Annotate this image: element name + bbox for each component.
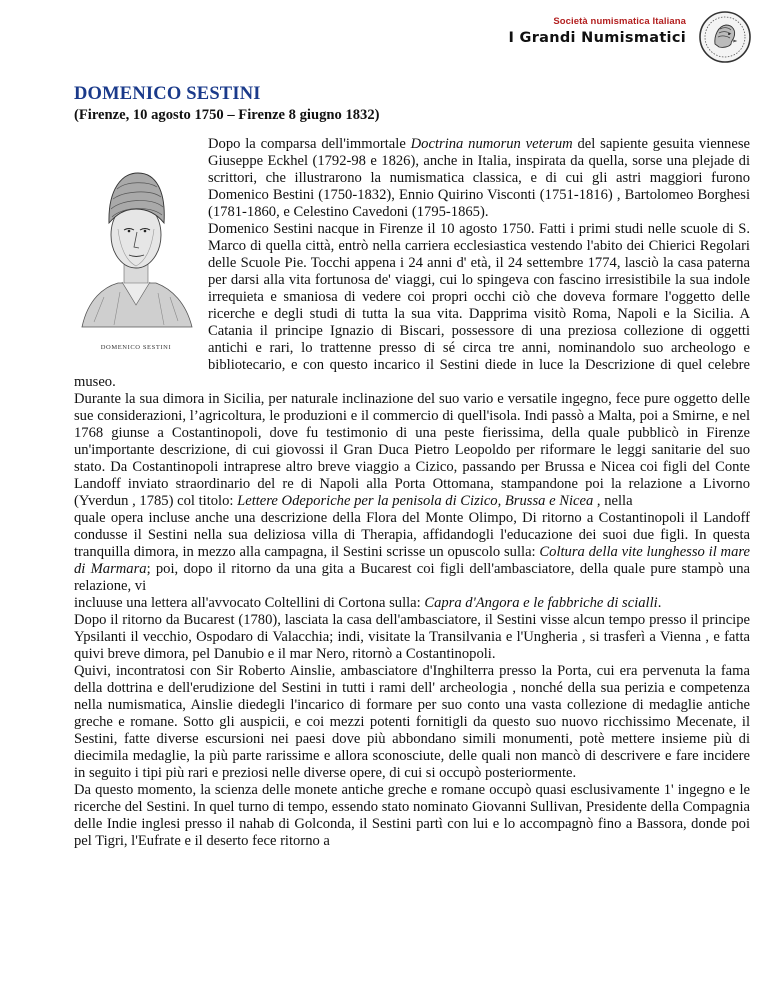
paragraph: Da questo momento, la scienza delle monete antiche greche e romane occupò quasi esclusivamente 1' ingegno e le ricerche del Sestini. In quel turno di tempo, essendo stato nominato Giovanni Sullivan, Presidente della Compagnia delle Indie inglesi presso il nahab di Golconda, il Sestini partì con lui e lo accompagnò fino a Bassora, donde poi pel Tigri, l'Eufrate e il deserto fece ritorno a — [74, 782, 750, 849]
text-run: quale opera incluse anche una descrizione della Flora del Monte Olimpo, Di ritorno a Costantinopoli il Landoff condusse il Sestini nella sua deliziosa villa di Therapia, affidandogli l'educazione dei suoi due figli. In questa tranquilla dimora, in mezzo alla campagna, il Sestini scrisse un opuscolo sulla: — [74, 510, 750, 560]
portrait-image — [74, 137, 198, 357]
portrait-caption: DOMENICO SESTINI — [100, 344, 172, 351]
page-header — [434, 10, 754, 70]
page-title: DOMENICO SESTINI — [74, 84, 261, 104]
article — [74, 83, 750, 850]
paragraph: Dopo il ritorno da Bucarest (1780), lasciata la casa dell'ambasciatore, il Sestini visse alcun tempo presso il principe Ypsilanti il vecchio, Ospodaro di Valacchia; indi, visitate la Transilvania e l'Ungheria , si trasferì a Vienna , e fatta quivi breve dimora, pel Danubio e il mar Nero, ritornò a Costantinopoli. — [74, 612, 750, 662]
text-run: , nella — [593, 493, 633, 509]
life-dates: (Firenze, 10 agosto 1750 – Firenze 8 giugno 1832) — [74, 107, 380, 123]
text-run: . — [657, 595, 662, 611]
book-title: Coltura della vite lunghesso il mare di Marmara — [74, 544, 750, 577]
portrait-engraving — [74, 137, 198, 357]
coin-seal-icon — [698, 10, 752, 64]
organization-name: Società numismatica Italiana — [553, 16, 686, 27]
text-run: incluuse una lettera all'avvocato Coltellini di Cortona sulla: — [74, 595, 425, 611]
book-title: Capra d'Angora e le fabbriche di scialli — [424, 595, 658, 611]
text-run: del sapiente gesuita viennese Giuseppe Eckhel (1792-98 e 1826), anche in Italia, inspirata da quella, sorse una plejade di scrittori, che illustrarono la numismatica classica, e di cui gli astri maggiori furono Domenico Bestini (1750-1832), Ennio Quirino Visconti (1751-1816) , Bartolomeo Borghesi (1781-1860, e Celestino Cavedoni (1795-1865). — [208, 136, 750, 220]
book-title: Doctrina numorun veterum — [410, 136, 573, 152]
paragraph: Quivi, incontratosi con Sir Roberto Ainslie, ambasciatore d'Inghilterra presso la Porta, cui era pervenuta la fama della dottrina e dell'erudizione del Sestini in tutti i rami dell' archeologia , nonché della sua perizia e competenza nella numismatica, Ainslie diedegli l'incarico di formare per suo conto una vasta collezione di medaglie antiche greche e romane. Sotto gli auspicii, e coi mezzi potenti fornitigli da questo suo nuovo ricchissimo Mecenate, il Sestini, fatte diverse escursioni nei paesi dove più abbondano simili monumenti, potè mettere insieme più di diecimila medaglie, la più parte rarissime e allora sconosciute, delle quali non mancò di descrivere e fare incidere in seguito i tipi più rari e preziosi nelle diverse opere, di cui si occupò posteriormente. — [74, 663, 750, 781]
paragraph — [74, 391, 750, 612]
series-title: I Grandi Numismatici — [508, 30, 686, 46]
paragraph: Domenico Sestini nacque in Firenze il 10 agosto 1750. Fatti i primi studi nelle scuole di S. Marco di quella città, entrò nella carriera ecclesiastica vestendo l'abito dei Chierici Regolari delle Scuole Pie. Tocchi appena i 24 anni d' età, il 24 settembre 1774, lasciò la casa paterna per darsi alla vita fortunosa de' viaggi, cui lo spingeva con fascino irresistibile la sua indole irrequieta e smaniosa di vedere coi propri occhi ciò che doveva formare l'oggetto delle ricerche e degli studi di tutta la sua vita. Dapprima visitò Roma, Napoli e la Sicilia. A Catania il principe Ignazio di Biscari, possessore di una preziosa collezione di oggetti antichi e rari, lo trattenne presso di sé circa tre anni, nominandolo suo archeologo e bibliotecario, e con questo incarico il Sestini diede in luce la Descrizione di quel celebre museo. — [74, 221, 750, 390]
book-title: Lettere Odeporiche per la penisola di Cizico, Brussa e Nicea — [237, 493, 594, 509]
text-run: Durante la sua dimora in Sicilia, per naturale inclinazione del suo vario e versatile ingegno, fece pure oggetto delle sue considerazioni, l’agricoltura, le produzioni e il commercio di quell'isola. Indi passò a Malta, poi a Smirne, e nel 1768 giunse a Costantinopoli, dove fu testimonio di una peste fierissima, della quale pubblicò in Firenze un'importante descrizione, di cui giovossi il Gran Duca Pietro Leopoldo per riformare le leggi sanitarie del suo stato. Da Costantinopoli intraprese altro breve viaggio a Cizico, passando per Brussa e Nicea coi figli del Conte Landoff inviato straordinario del re di Napoli alla Porta Ottomana, stampandone poi la relazione a Livorno (Yverdun , 1785) col titolo: — [74, 391, 750, 509]
text-run: Dopo la comparsa dell'immortale — [208, 136, 411, 152]
text-run: ; poi, dopo il ritorno da una gita a Bucarest coi figli dell'ambasciatore, della quale pure stampò una relazione, vi — [74, 561, 750, 594]
